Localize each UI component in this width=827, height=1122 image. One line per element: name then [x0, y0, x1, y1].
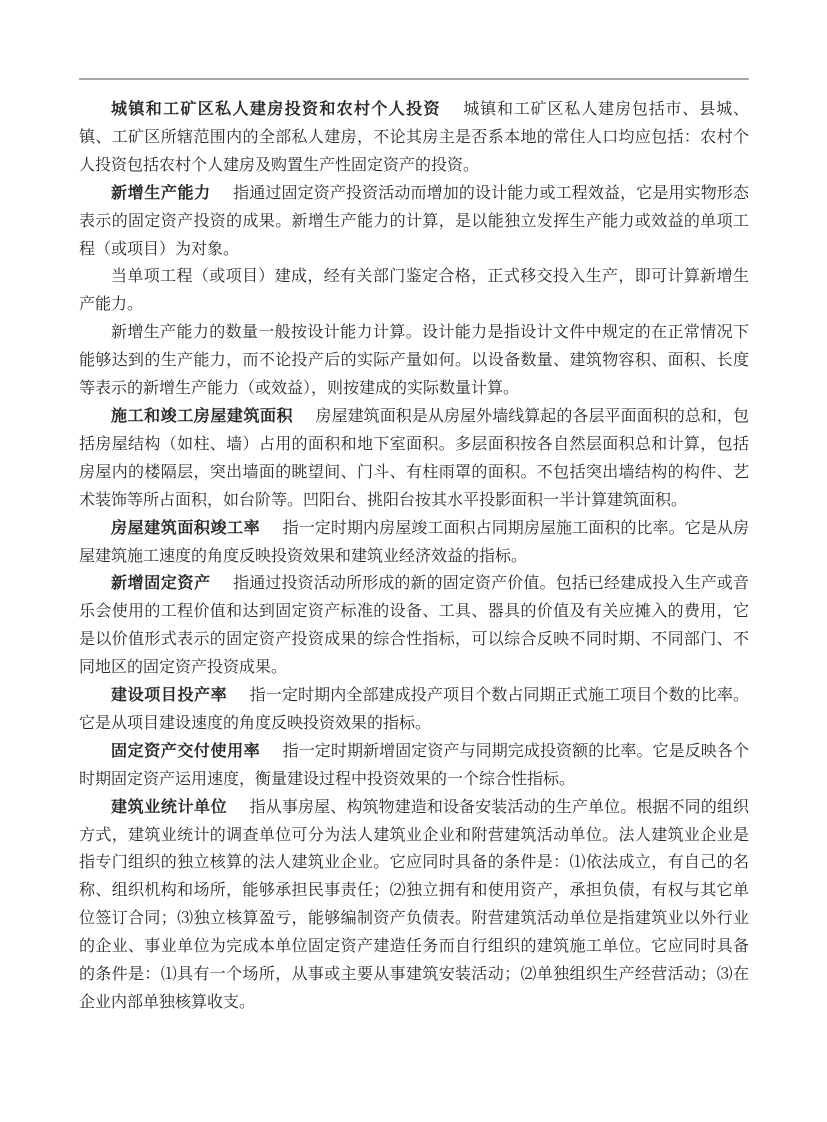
definition-paragraph [79, 263, 749, 319]
term-label: 施工和竣工房屋建筑面积 [111, 407, 294, 425]
definition-paragraph [79, 570, 749, 682]
definition-text: 指从事房屋、构筑物建造和设备安装活动的生产单位。根据不同的组织方式，建筑业统计的调查单位可分为法人建筑业企业和附营建筑活动单位。法人建筑业企业是指专门组织的独立核算的法人建筑业企业。它应同时具备的条件是：⑴依法成立，有自己的名称、组织机构和场所，能够承担民事责任；⑵独立拥有和使用资产，承担负债，有权与其它单位签订合同；⑶独立核算盈亏，能够编制资产负债表。附营建筑活动单位是指建筑业以外行业的企业、事业单位为完成本单位固定资产建造任务而自行组织的建筑施工单位。它应同时具备的条件是：⑴具有一个场所，从事或主要从事建筑安装活动；⑵单独组织生产经营活动；⑶在企业内部单独核算收支。 [79, 798, 749, 1011]
definition-text: 指一定时期内全部建成投产项目个数占同期正式施工项目个数的比率。它是从项目建设速度的角度反映投资效果的指标。 [79, 687, 749, 732]
term-label: 固定资产交付使用率 [111, 742, 261, 760]
page-body [79, 96, 749, 1017]
definition-text: 指通过投资活动所形成的新的固定资产价值。包括已经建成投入生产或音乐会使用的工程价值和达到固定资产标准的设备、工具、器具的价值及有关应摊入的费用，它是以价值形式表示的固定资产投资成果的综合性指标，可以综合反映不同时期、不同部门、不同地区的固定资产投资成果。 [79, 575, 749, 677]
definition-text: 房屋建筑面积是从房屋外墙线算起的各层平面面积的总和，包括房屋结构（如柱、墙）占用的面积和地下室面积。多层面积按各自然层面积总和计算，包括房屋内的楼隔层，突出墙面的眺望间、门斗、有柱雨罩的面积。不包括突出墙结构的构件、艺术装饰等所占面积，如台阶等。凹阳台、挑阳台按其水平投影面积一半计算建筑面积。 [79, 407, 749, 509]
term-label: 新增生产能力 [111, 184, 211, 202]
definition-text: 指通过固定资产投资活动而增加的设计能力或工程效益，它是用实物形态表示的固定资产投资的成果。新增生产能力的计算，是以能独立发挥生产能力或效益的单项工程（或项目）为对象。 [79, 184, 749, 258]
definition-paragraph [79, 319, 749, 403]
definition-paragraph [79, 96, 749, 180]
definition-paragraph [79, 403, 749, 515]
definition-text: 新增生产能力的数量一般按设计能力计算。设计能力是指设计文件中规定的在正常情况下能够达到的生产能力，而不论投产后的实际产量如何。以设备数量、建筑物容积、面积、长度等表示的新增生产能力（或效益），则按建成的实际数量计算。 [79, 324, 749, 398]
definition-paragraph [79, 682, 749, 738]
definition-paragraph [79, 738, 749, 794]
term-label: 建设项目投产率 [111, 687, 228, 705]
term-label: 建筑业统计单位 [111, 798, 228, 816]
header-rule [79, 78, 749, 80]
definition-text: 当单项工程（或项目）建成，经有关部门鉴定合格，正式移交投入生产，即可计算新增生产能力。 [79, 268, 749, 314]
term-label: 城镇和工矿区私人建房投资和农村个人投资 [111, 101, 441, 118]
definition-paragraph [79, 794, 749, 1017]
definition-text: 城镇和工矿区私人建房包括市、县城、镇、工矿区所辖范围内的全部私人建房，不论其房主是否系本地的常住人口均应包括：农村个人投资包括农村个人建房及购置生产性固定资产的投资。 [79, 101, 749, 174]
definition-paragraph [79, 180, 749, 264]
term-label: 新增固定资产 [111, 575, 211, 593]
definition-text: 指一定时期新增固定资产与同期完成投资额的比率。它是反映各个时期固定资产运用速度，衡量建设过程中投资效果的一个综合性指标。 [79, 742, 749, 788]
term-label: 房屋建筑面积竣工率 [111, 519, 261, 537]
definition-paragraph [79, 515, 749, 571]
definition-text: 指一定时期内房屋竣工面积占同期房屋施工面积的比率。它是从房屋建筑施工速度的角度反映投资效果和建筑业经济效益的指标。 [79, 519, 749, 565]
